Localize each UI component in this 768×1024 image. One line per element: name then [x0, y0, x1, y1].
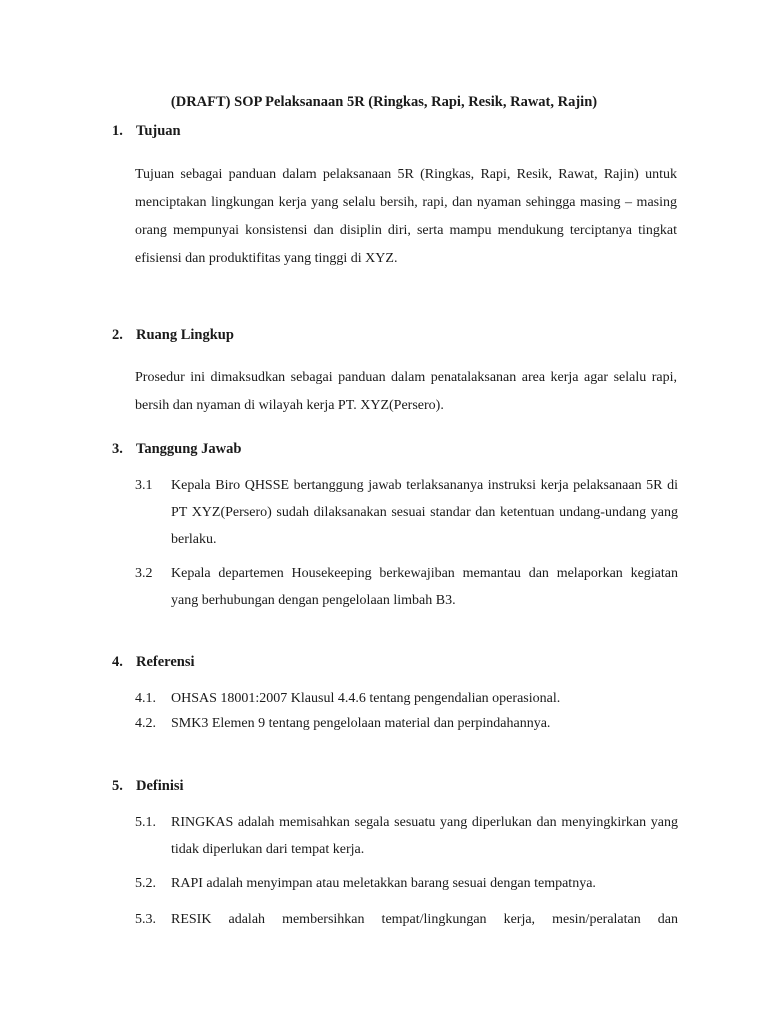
list-item-text: RINGKAS adalah memisahkan segala sesuatu yang diperlukan dan menyingkirkan yang tidak diperlukan dari tempat kerja. — [171, 815, 678, 857]
section-heading-tanggung-jawab — [112, 441, 241, 458]
list-item — [135, 809, 678, 863]
section-number: 5. — [112, 778, 123, 794]
section-number: 3. — [112, 441, 123, 457]
list-item-number: 3.2 — [135, 566, 153, 581]
list-item-text: SMK3 Elemen 9 tentang pengelolaan material dan perpindahannya. — [171, 716, 551, 731]
list-item — [135, 870, 678, 897]
section-title: Ruang Lingkup — [136, 327, 234, 343]
list-item-text: RAPI adalah menyimpan atau meletakkan barang sesuai dengan tempatnya. — [171, 876, 596, 891]
section-heading-referensi — [112, 654, 195, 671]
section-title: Referensi — [136, 654, 195, 670]
section-paragraph-tujuan: Tujuan sebagai panduan dalam pelaksanaan 5R (Ringkas, Rapi, Resik, Rawat, Rajin) untuk menciptakan lingkungan kerja yang selalu bersih, rapi, dan nyaman sehingga masing – masing orang mempunyai konsistensi dan disiplin diri, serta mampu mendukung terciptanya tingkat efisiensi dan produktifitas yang tinggi di XYZ. — [135, 167, 677, 266]
section-paragraph-ruang-lingkup: Prosedur ini dimaksudkan sebagai panduan dalam penatalaksanan area kerja agar selalu rapi, bersih dan nyaman di wilayah kerja PT. XYZ(Persero). — [135, 370, 677, 413]
list-item-number: 5.3. — [135, 912, 156, 927]
list-item-text: Kepala departemen Housekeeping berkewajiban memantau dan melaporkan kegiatan yang berhubungan dengan pengelolaan limbah B3. — [171, 566, 678, 608]
list-item — [135, 685, 678, 712]
list-item-number: 4.1. — [135, 691, 156, 706]
section-heading-ruang-lingkup — [112, 327, 234, 344]
list-item-number: 4.2. — [135, 716, 156, 731]
section-heading-tujuan — [112, 123, 181, 140]
list-item — [135, 472, 678, 553]
document-title: (DRAFT) SOP Pelaksanaan 5R (Ringkas, Rapi, Resik, Rawat, Rajin) — [170, 94, 598, 110]
list-item — [135, 906, 678, 933]
list-item-number: 5.1. — [135, 815, 156, 830]
list-item-text: RESIK adalah membersihkan tempat/lingkungan kerja, mesin/peralatan dan — [171, 912, 678, 927]
list-item-text: Kepala Biro QHSSE bertanggung jawab terlaksananya instruksi kerja pelaksanaan 5R di PT XYZ(Persero) sudah dilaksanakan sesuai standar dan ketentuan undang-undang yang berlaku. — [171, 478, 678, 547]
section-title: Tanggung Jawab — [136, 441, 242, 457]
list-item — [135, 710, 678, 737]
section-number: 2. — [112, 327, 123, 343]
section-heading-definisi — [112, 778, 184, 795]
section-title: Tujuan — [136, 123, 181, 139]
list-item-number: 5.2. — [135, 876, 156, 891]
list-item — [135, 560, 678, 614]
list-item-number: 3.1 — [135, 478, 153, 493]
section-number: 1. — [112, 123, 123, 139]
section-title: Definisi — [136, 778, 184, 794]
section-number: 4. — [112, 654, 123, 670]
list-item-text: OHSAS 18001:2007 Klausul 4.4.6 tentang pengendalian operasional. — [171, 691, 561, 706]
